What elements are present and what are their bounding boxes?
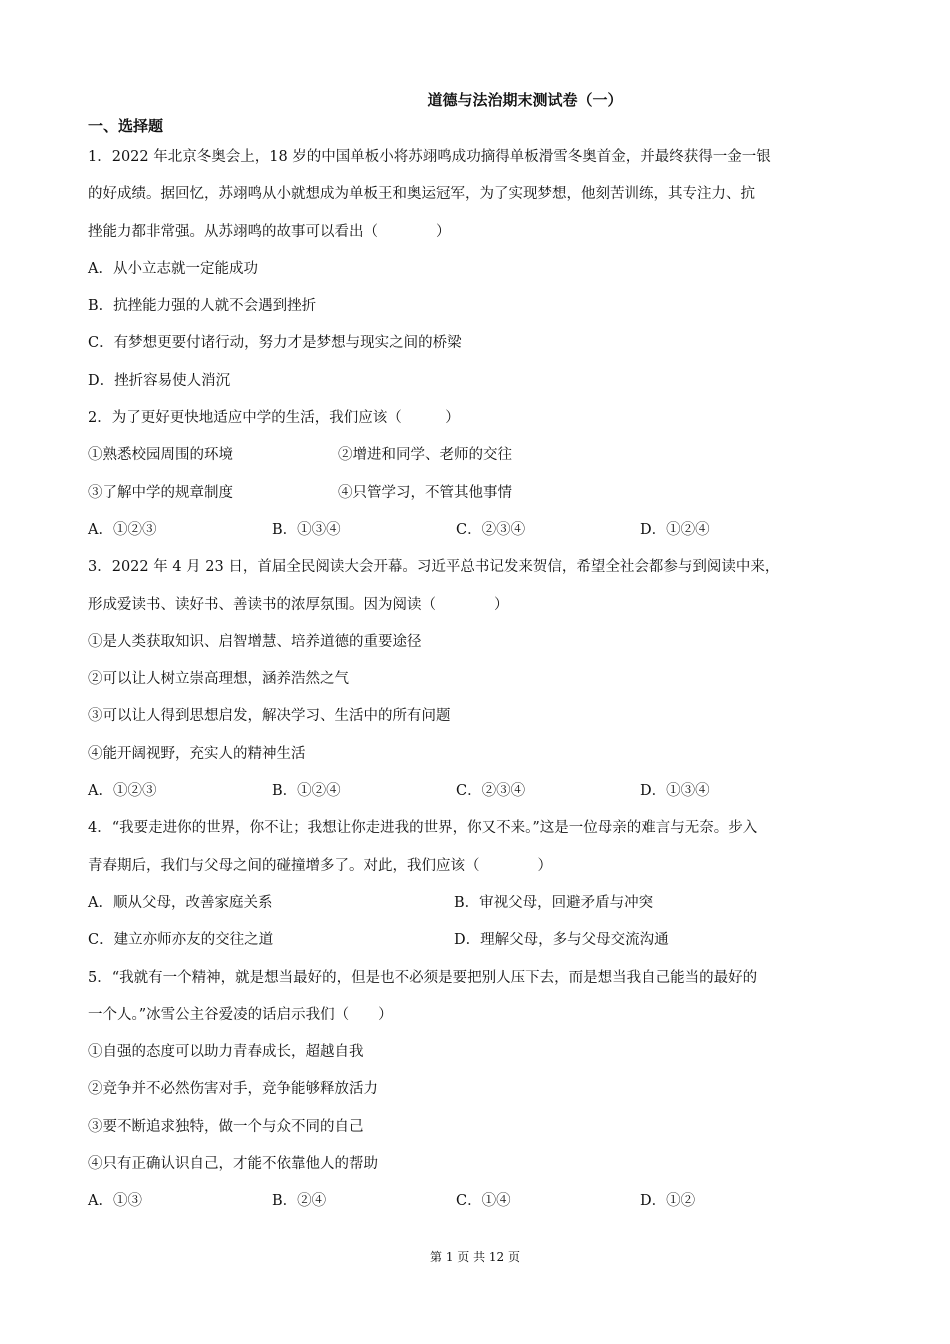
q1-option-b: B．抗挫能力强的人就不会遇到挫折 (88, 298, 317, 315)
q5-option-b: B．②④ (272, 1193, 327, 1210)
q1-stem-line-2: 的好成绩。据回忆，苏翊鸣从小就想成为单板王和奥运冠军，为了实现梦想，他刻苦训练，其专注力、抗 (88, 186, 755, 203)
q2-stem: 2．为了更好更快地适应中学的生活，我们应该（ ） (88, 410, 460, 427)
q3-option-d: D．①③④ (640, 783, 710, 800)
q2-statement-3: ③了解中学的规章制度 (88, 484, 233, 501)
q5-statement-2: ②竞争并不必然伤害对手，竞争能够释放活力 (88, 1081, 378, 1098)
q3-stem-line-1: 3．2022 年 4 月 23 日，首届全民阅读大会开幕。习近平总书记发来贺信，希望全社会都参与到阅读中来， (88, 559, 780, 576)
q1-option-c: C．有梦想更要付诸行动，努力才是梦想与现实之间的桥梁 (88, 335, 462, 352)
page-title: 道德与法治期末测试卷（一） (427, 91, 623, 109)
q5-stem-line-2: 一个人。”冰雪公主谷爱凌的话启示我们（ ） (88, 1006, 393, 1023)
section-heading: 一、选择题 (88, 117, 164, 135)
q3-statement-3: ③可以让人得到思想启发，解决学习、生活中的所有问题 (88, 708, 451, 725)
q2-statement-1: ①熟悉校园周围的环境 (88, 447, 233, 464)
q3-statement-2: ②可以让人树立崇高理想，涵养浩然之气 (88, 671, 349, 688)
q3-statement-4: ④能开阔视野，充实人的精神生活 (88, 745, 306, 762)
q4-option-b: B．审视父母，回避矛盾与冲突 (454, 894, 654, 911)
q3-option-a: A．①②③ (88, 783, 157, 800)
q2-statements-row-1 (88, 437, 863, 474)
q3-option-b: B．①②④ (272, 783, 341, 800)
q3-stem-line-2: 形成爱读书、读好书、善读书的浓厚氛围。因为阅读（ ） (88, 596, 509, 613)
q5-stem-line-1: 5．“我就有一个精神，就是想当最好的，但是也不必须是要把别人压下去，而是想当我自己能当的最好的 (88, 969, 758, 986)
q5-option-d: D．①② (640, 1193, 696, 1210)
q1-option-a: A．从小立志就一定能成功 (88, 260, 258, 277)
q4-options-row-2 (88, 922, 863, 959)
q4-option-c: C．建立亦师亦友的交往之道 (88, 932, 274, 949)
q3-options (88, 773, 863, 810)
q4-option-a: A．顺从父母，改善家庭关系 (88, 894, 273, 911)
q5-option-a: A．①③ (88, 1193, 142, 1210)
q3-statement-1: ①是人类获取知识、启智增慧、培养道德的重要途径 (88, 633, 422, 650)
q4-option-d: D．理解父母，多与父母交流沟通 (454, 932, 669, 949)
q3-option-c: C．②③④ (456, 783, 526, 800)
question-list (88, 139, 863, 1221)
q1-stem-line-1: 1．2022 年北京冬奥会上，18 岁的中国单板小将苏翊鸣成功摘得单板滑雪冬奥首金，并最终获得一金一银 (88, 149, 771, 165)
q4-stem-line-2: 青春期后，我们与父母之间的碰撞增多了。对此，我们应该（ ） (88, 857, 552, 874)
q2-statements-row-2 (88, 475, 863, 512)
q2-options (88, 512, 863, 549)
page-footer: 第 1 页 共 12 页 (430, 1250, 520, 1264)
q1-stem-line-3: 挫能力都非常强。从苏翊鸣的故事可以看出（ ） (88, 223, 451, 240)
q5-option-c: C．①④ (456, 1193, 511, 1210)
q4-stem-line-1: 4．“我要走进你的世界，你不让；我想让你走进我的世界，你又不来。”这是一位母亲的难言与无奈。步入 (88, 820, 758, 837)
q5-statement-1: ①自强的态度可以助力青春成长，超越自我 (88, 1044, 364, 1061)
q2-option-a: A．①②③ (88, 521, 157, 538)
q2-option-c: C．②③④ (456, 521, 526, 538)
q2-statement-2: ②增进和同学、老师的交往 (338, 447, 512, 464)
q2-statement-4: ④只管学习，不管其他事情 (338, 484, 512, 501)
q5-options (88, 1183, 863, 1220)
q2-option-b: B．①③④ (272, 521, 341, 538)
q1-option-d: D．挫折容易使人消沉 (88, 372, 231, 389)
q5-statement-4: ④只有正确认识自己，才能不依靠他人的帮助 (88, 1156, 378, 1173)
q2-option-d: D．①②④ (640, 521, 710, 538)
q5-statement-3: ③要不断追求独特，做一个与众不同的自己 (88, 1118, 364, 1135)
q4-options-row-1 (88, 885, 863, 922)
